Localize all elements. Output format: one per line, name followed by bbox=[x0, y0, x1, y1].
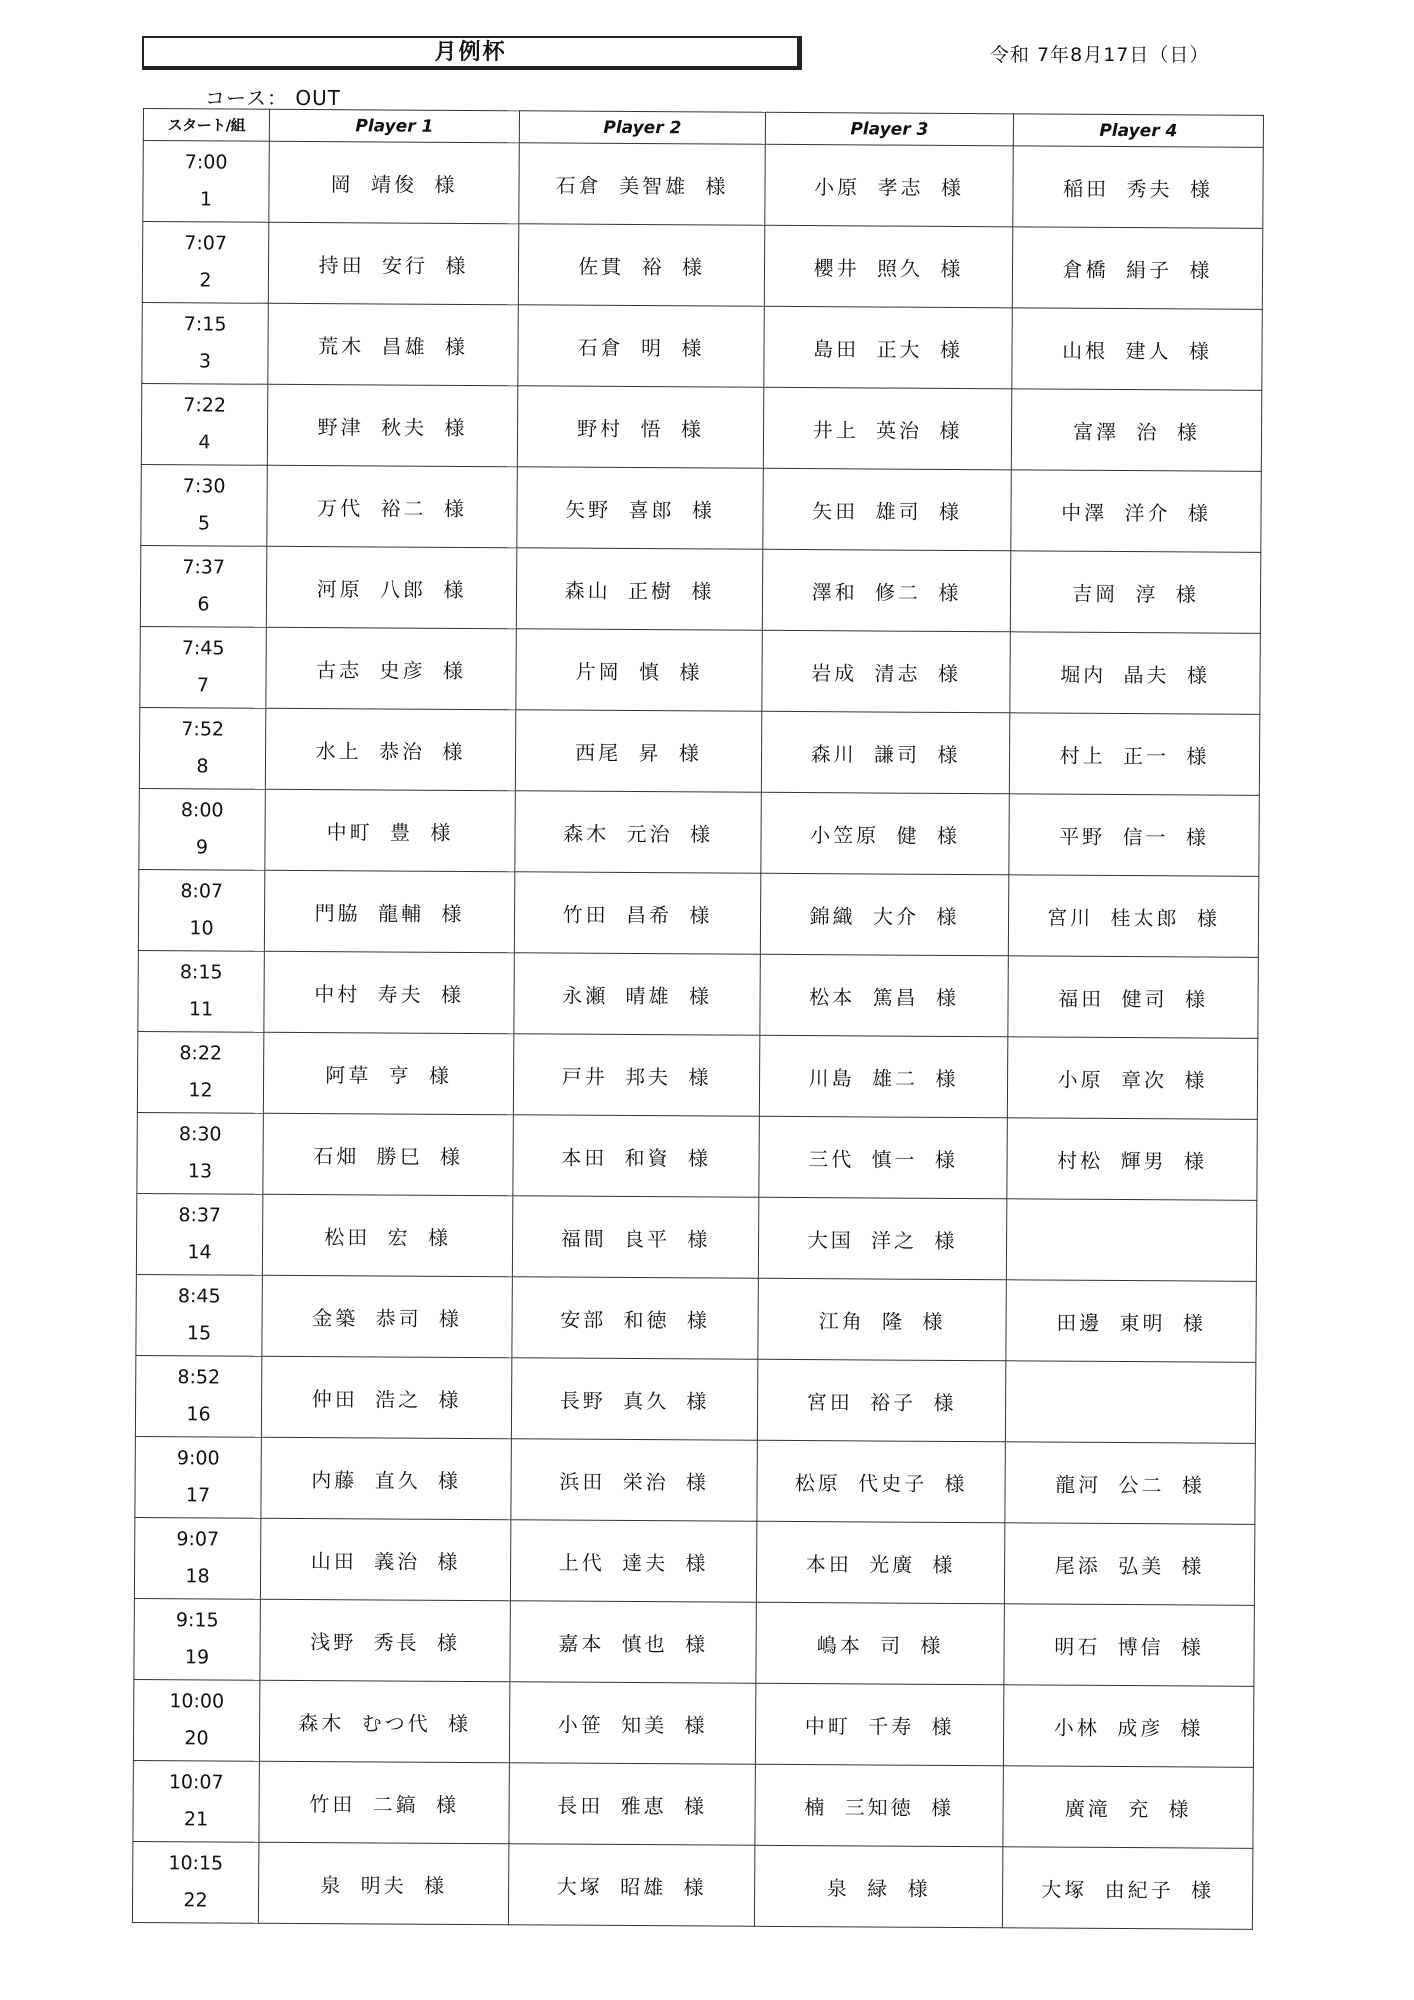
player-3-cell bbox=[755, 1764, 1003, 1847]
player-1-cell bbox=[262, 1194, 512, 1277]
player-name: 松本 篤昌 様 bbox=[809, 984, 960, 1010]
player-name: 大塚 昭雄 様 bbox=[556, 1874, 707, 1899]
group-number: 15 bbox=[186, 1322, 212, 1345]
start-group-cell bbox=[133, 1760, 259, 1842]
start-group-cell bbox=[141, 464, 267, 546]
player-name: 岡 靖俊 様 bbox=[330, 171, 458, 197]
player-3-cell bbox=[756, 1602, 1004, 1685]
player-name: 楠 三知徳 様 bbox=[804, 1794, 955, 1820]
player-4-cell bbox=[1011, 389, 1261, 472]
group-number: 10 bbox=[189, 917, 214, 940]
player-name: 石畑 勝巳 様 bbox=[313, 1143, 464, 1169]
player-name: 野津 秋夫 様 bbox=[317, 414, 468, 440]
start-group-cell bbox=[141, 383, 267, 465]
player-name: 小林 成彦 様 bbox=[1053, 1715, 1204, 1741]
table-row bbox=[135, 1355, 1255, 1443]
start-group-cell bbox=[140, 545, 266, 627]
player-2-cell bbox=[510, 1601, 756, 1684]
group-number: 12 bbox=[188, 1079, 213, 1102]
pairing-table-body bbox=[132, 141, 1263, 1930]
start-group-cell bbox=[139, 707, 265, 789]
group-number: 3 bbox=[198, 350, 212, 373]
start-time: 7:37 bbox=[182, 556, 226, 579]
player-name: 三代 慎一 様 bbox=[808, 1146, 959, 1172]
table-row bbox=[132, 1841, 1252, 1929]
player-1-cell bbox=[263, 1113, 513, 1196]
player-4-cell bbox=[1006, 1280, 1256, 1363]
player-name: 中町 豊 様 bbox=[326, 819, 454, 845]
table-row bbox=[138, 950, 1258, 1038]
group-number: 1 bbox=[199, 188, 213, 211]
group-number: 7 bbox=[196, 674, 210, 697]
player-2-cell bbox=[518, 224, 764, 307]
table-row bbox=[134, 1598, 1254, 1686]
player-name: 持田 安行 様 bbox=[318, 252, 469, 278]
start-group-cell bbox=[143, 141, 269, 223]
player-1-cell bbox=[266, 627, 516, 710]
player-name: 本田 光廣 様 bbox=[805, 1551, 956, 1577]
player-name: 小原 章次 様 bbox=[1057, 1067, 1208, 1093]
group-number: 11 bbox=[188, 998, 214, 1021]
player-4-cell bbox=[1011, 470, 1261, 553]
group-number: 14 bbox=[187, 1241, 212, 1264]
player-1-cell bbox=[259, 1680, 509, 1763]
player-2-cell bbox=[514, 872, 760, 955]
player-name: 福間 良平 様 bbox=[560, 1226, 711, 1251]
player-name: 錦織 大介 様 bbox=[809, 903, 960, 929]
player-4-cell bbox=[1005, 1442, 1255, 1525]
player-3-cell bbox=[759, 1116, 1007, 1199]
column-header-start-group: スタート/組 bbox=[143, 109, 269, 142]
player-1-cell bbox=[266, 546, 516, 629]
table-row bbox=[136, 1193, 1256, 1281]
start-group-cell bbox=[136, 1193, 262, 1275]
start-group-cell bbox=[142, 302, 268, 384]
player-name: 内藤 直久 様 bbox=[311, 1467, 462, 1493]
player-3-cell bbox=[756, 1521, 1004, 1604]
start-time: 7:07 bbox=[184, 232, 228, 255]
group-number: 22 bbox=[183, 1889, 208, 1912]
player-name: 川島 雄二 様 bbox=[808, 1065, 959, 1091]
player-name: 森川 謙司 様 bbox=[810, 741, 961, 767]
column-header-player-1: Player 1 bbox=[269, 109, 519, 143]
player-name: 堀内 晶夫 様 bbox=[1060, 662, 1210, 688]
start-group-cell bbox=[137, 1031, 263, 1113]
player-4-cell bbox=[1009, 794, 1259, 877]
player-name: 長田 雅恵 様 bbox=[557, 1793, 708, 1818]
player-2-cell bbox=[516, 629, 762, 712]
player-1-cell bbox=[262, 1275, 512, 1358]
player-name: 古志 史彦 様 bbox=[316, 657, 467, 683]
player-name: 森山 正樹 様 bbox=[564, 578, 715, 603]
start-time: 7:30 bbox=[182, 475, 226, 498]
table-row bbox=[140, 545, 1260, 633]
player-3-cell bbox=[760, 873, 1008, 956]
player-name: 富澤 治 様 bbox=[1073, 419, 1200, 444]
group-number: 8 bbox=[196, 755, 209, 778]
player-4-cell bbox=[1008, 875, 1258, 958]
start-time: 8:22 bbox=[179, 1042, 223, 1065]
start-time: 7:52 bbox=[181, 718, 225, 741]
start-time: 7:22 bbox=[183, 394, 227, 417]
player-3-cell bbox=[765, 144, 1013, 227]
player-name: 戸井 邦夫 様 bbox=[561, 1064, 712, 1089]
player-2-cell bbox=[511, 1439, 757, 1522]
group-number: 4 bbox=[198, 431, 211, 454]
player-1-cell bbox=[261, 1437, 511, 1520]
player-4-cell bbox=[1004, 1604, 1254, 1687]
player-name: 稲田 秀夫 様 bbox=[1063, 176, 1213, 202]
player-4-cell bbox=[1013, 146, 1263, 229]
player-3-cell bbox=[761, 711, 1009, 794]
player-4-cell bbox=[1008, 956, 1258, 1039]
player-2-cell bbox=[518, 305, 764, 388]
start-time: 8:15 bbox=[179, 961, 223, 984]
player-name: 大国 洋之 様 bbox=[807, 1227, 958, 1253]
player-1-cell bbox=[260, 1518, 510, 1601]
player-name: 中澤 洋介 様 bbox=[1061, 500, 1211, 526]
player-name: 上代 達夫 様 bbox=[558, 1550, 709, 1575]
player-name: 石倉 美智雄 様 bbox=[555, 173, 729, 199]
player-name: 平野 信一 様 bbox=[1059, 824, 1209, 850]
start-time: 8:07 bbox=[180, 880, 224, 903]
start-group-cell bbox=[133, 1679, 259, 1761]
player-name: 澤和 修二 様 bbox=[811, 579, 962, 605]
player-name: 仲田 浩之 様 bbox=[311, 1386, 462, 1412]
player-name: 尾添 弘美 様 bbox=[1054, 1553, 1205, 1579]
player-1-cell bbox=[261, 1356, 511, 1439]
player-name: 中町 千寿 様 bbox=[804, 1713, 955, 1739]
player-3-cell bbox=[759, 1035, 1007, 1118]
player-2-cell bbox=[509, 1763, 755, 1846]
player-3-cell bbox=[764, 225, 1012, 308]
player-name: 竹田 昌希 様 bbox=[562, 902, 713, 927]
start-time: 7:15 bbox=[183, 313, 227, 336]
table-row bbox=[133, 1679, 1253, 1767]
start-group-cell bbox=[138, 869, 264, 951]
player-name: 松原 代史子 様 bbox=[794, 1470, 968, 1496]
player-4-cell bbox=[1010, 551, 1260, 634]
player-name: 西尾 昇 様 bbox=[575, 740, 703, 765]
player-name: 山根 建人 様 bbox=[1062, 338, 1212, 364]
player-1-cell bbox=[263, 1032, 513, 1115]
group-number: 17 bbox=[185, 1484, 211, 1507]
player-3-cell bbox=[762, 549, 1010, 632]
table-row bbox=[143, 141, 1263, 229]
player-4-cell bbox=[1005, 1361, 1255, 1444]
table-row bbox=[139, 707, 1259, 795]
player-4-cell bbox=[1010, 632, 1260, 715]
start-group-cell bbox=[139, 788, 265, 870]
table-row bbox=[141, 464, 1261, 552]
player-1-cell bbox=[265, 789, 515, 872]
start-time: 8:37 bbox=[178, 1204, 222, 1227]
player-4-cell bbox=[1012, 308, 1262, 391]
group-number: 2 bbox=[199, 269, 212, 292]
player-2-cell bbox=[508, 1844, 754, 1927]
player-name: 森木 元治 様 bbox=[563, 821, 714, 846]
player-3-cell bbox=[760, 954, 1008, 1037]
player-2-cell bbox=[513, 1034, 759, 1117]
group-number: 6 bbox=[197, 593, 210, 616]
start-group-cell bbox=[134, 1598, 260, 1680]
player-name: 山田 義治 様 bbox=[310, 1548, 461, 1574]
player-name: 水上 恭治 様 bbox=[315, 738, 466, 764]
table-row bbox=[140, 626, 1260, 714]
player-name: 本田 和資 様 bbox=[561, 1145, 712, 1170]
group-number: 5 bbox=[197, 512, 211, 535]
group-number: 20 bbox=[184, 1727, 209, 1750]
player-2-cell bbox=[510, 1520, 756, 1603]
player-3-cell bbox=[755, 1683, 1003, 1766]
player-name: 宮田 裕子 様 bbox=[806, 1389, 957, 1415]
column-header-player-4: Player 4 bbox=[1013, 114, 1263, 148]
table-row bbox=[141, 383, 1261, 471]
pairing-table bbox=[132, 108, 1264, 1930]
player-2-cell bbox=[513, 1115, 759, 1198]
table-row bbox=[135, 1436, 1255, 1524]
start-time: 8:45 bbox=[177, 1285, 221, 1308]
player-name: 矢野 喜郎 様 bbox=[565, 497, 715, 523]
table-row bbox=[137, 1112, 1257, 1200]
player-name: 村松 輝男 様 bbox=[1057, 1148, 1208, 1174]
start-time: 8:00 bbox=[180, 799, 224, 822]
player-2-cell bbox=[509, 1682, 755, 1765]
player-name: 明石 博信 様 bbox=[1054, 1634, 1205, 1660]
player-name: 龍河 公二 様 bbox=[1055, 1472, 1206, 1498]
player-name: 永瀬 晴雄 様 bbox=[562, 983, 713, 1008]
player-name: 石倉 明 様 bbox=[577, 335, 705, 360]
group-number: 21 bbox=[183, 1808, 209, 1831]
player-3-cell bbox=[763, 387, 1011, 470]
player-name: 櫻井 照久 様 bbox=[813, 255, 964, 281]
player-1-cell bbox=[269, 141, 519, 224]
player-2-cell bbox=[514, 953, 760, 1036]
start-group-cell bbox=[140, 626, 266, 708]
player-1-cell bbox=[264, 870, 514, 953]
player-name: 長野 真久 様 bbox=[559, 1388, 710, 1413]
player-name: 廣滝 充 様 bbox=[1064, 1796, 1192, 1821]
player-name: 荒木 昌雄 様 bbox=[318, 333, 468, 359]
course-label: コース： OUT bbox=[205, 86, 341, 110]
table-row bbox=[137, 1031, 1257, 1119]
column-header-player-2: Player 2 bbox=[519, 111, 765, 145]
start-time: 8:30 bbox=[178, 1123, 222, 1146]
player-4-cell bbox=[1007, 1037, 1257, 1120]
document-title: 月例杯 bbox=[142, 36, 802, 70]
table-row bbox=[138, 869, 1258, 957]
start-group-cell bbox=[135, 1355, 261, 1437]
start-group-cell bbox=[135, 1436, 261, 1518]
player-name: 島田 正大 様 bbox=[813, 336, 963, 362]
table-row bbox=[136, 1274, 1256, 1362]
start-group-cell bbox=[137, 1112, 263, 1194]
player-3-cell bbox=[757, 1359, 1005, 1442]
player-1-cell bbox=[259, 1761, 509, 1844]
group-number: 19 bbox=[184, 1646, 210, 1669]
player-name: 江角 隆 様 bbox=[818, 1308, 946, 1334]
player-name: 宮川 桂太郎 様 bbox=[1047, 905, 1221, 931]
player-3-cell bbox=[754, 1845, 1002, 1928]
start-time: 9:15 bbox=[175, 1609, 219, 1632]
column-header-player-3: Player 3 bbox=[765, 112, 1013, 146]
start-group-cell bbox=[136, 1274, 262, 1356]
start-time: 10:00 bbox=[169, 1690, 225, 1713]
player-name: 泉 明夫 様 bbox=[320, 1872, 448, 1898]
player-name: 矢田 雄司 様 bbox=[812, 498, 962, 524]
player-name: 佐貫 裕 様 bbox=[578, 254, 705, 279]
player-3-cell bbox=[762, 630, 1010, 713]
table-row bbox=[142, 222, 1262, 310]
player-2-cell bbox=[519, 143, 765, 226]
player-2-cell bbox=[517, 386, 763, 469]
group-number: 16 bbox=[186, 1403, 211, 1426]
player-4-cell bbox=[1003, 1766, 1253, 1849]
player-2-cell bbox=[517, 467, 763, 550]
table-row bbox=[134, 1517, 1254, 1605]
player-4-cell bbox=[1003, 1685, 1253, 1768]
table-row bbox=[133, 1760, 1253, 1848]
player-1-cell bbox=[265, 708, 515, 791]
group-number: 9 bbox=[195, 836, 209, 859]
player-name: 福田 健司 様 bbox=[1058, 986, 1209, 1012]
table-row bbox=[142, 302, 1262, 390]
player-1-cell bbox=[267, 384, 517, 467]
player-1-cell bbox=[268, 303, 518, 386]
player-name: 吉岡 淳 様 bbox=[1072, 581, 1199, 606]
player-3-cell bbox=[758, 1278, 1006, 1361]
player-name: 浅野 秀長 様 bbox=[310, 1629, 461, 1655]
player-1-cell bbox=[258, 1842, 508, 1925]
player-2-cell bbox=[515, 791, 761, 874]
player-1-cell bbox=[260, 1599, 510, 1682]
player-name: 小原 孝志 様 bbox=[814, 174, 964, 200]
player-name: 松田 宏 様 bbox=[324, 1224, 452, 1250]
player-name: 大塚 由紀子 様 bbox=[1041, 1877, 1215, 1903]
player-4-cell bbox=[1007, 1118, 1257, 1201]
player-4-cell bbox=[1012, 227, 1262, 310]
start-group-cell bbox=[132, 1841, 258, 1923]
start-group-cell bbox=[134, 1517, 260, 1599]
group-number: 13 bbox=[187, 1160, 213, 1183]
player-3-cell bbox=[758, 1197, 1006, 1280]
player-2-cell bbox=[516, 548, 762, 631]
player-name: 河原 八郎 様 bbox=[316, 576, 467, 602]
player-name: 野村 悟 様 bbox=[577, 416, 704, 441]
player-4-cell bbox=[1004, 1523, 1254, 1606]
player-name: 片岡 慎 様 bbox=[575, 659, 703, 684]
player-name: 小笹 知美 様 bbox=[557, 1712, 708, 1737]
player-2-cell bbox=[512, 1277, 758, 1360]
start-group-cell bbox=[138, 950, 264, 1032]
player-name: 金築 恭司 様 bbox=[312, 1305, 463, 1331]
player-3-cell bbox=[757, 1440, 1005, 1523]
player-name: 倉橋 絹子 様 bbox=[1062, 257, 1213, 283]
table-row bbox=[139, 788, 1259, 876]
player-name: 万代 裕二 様 bbox=[317, 495, 467, 521]
player-name: 阿草 亨 様 bbox=[325, 1062, 453, 1088]
start-time: 7:45 bbox=[181, 637, 225, 660]
player-2-cell bbox=[511, 1358, 757, 1441]
player-2-cell bbox=[515, 710, 761, 793]
player-name: 村上 正一 様 bbox=[1059, 743, 1210, 769]
group-number: 18 bbox=[185, 1565, 210, 1588]
player-name: 竹田 二鎬 様 bbox=[309, 1791, 460, 1817]
player-name: 中村 寿夫 様 bbox=[314, 981, 465, 1007]
player-3-cell bbox=[763, 468, 1011, 551]
start-time: 10:15 bbox=[168, 1852, 224, 1875]
player-name: 岩成 清志 様 bbox=[811, 660, 961, 686]
player-name: 泉 緑 様 bbox=[826, 1875, 931, 1901]
start-time: 9:00 bbox=[176, 1447, 220, 1470]
player-name: 小笠原 健 様 bbox=[810, 822, 961, 848]
player-3-cell bbox=[761, 792, 1009, 875]
player-name: 田邊 東明 様 bbox=[1056, 1310, 1207, 1336]
start-time: 7:00 bbox=[184, 151, 228, 174]
player-1-cell bbox=[267, 465, 517, 548]
player-3-cell bbox=[764, 306, 1012, 389]
event-date: 令和 7年8月17日（日） bbox=[990, 44, 1210, 66]
start-time: 9:07 bbox=[176, 1528, 220, 1551]
start-time: 10:07 bbox=[168, 1771, 224, 1794]
player-name: 井上 英治 様 bbox=[812, 417, 963, 443]
start-time: 8:52 bbox=[177, 1366, 221, 1389]
player-name: 門脇 龍輔 様 bbox=[314, 900, 465, 926]
player-name: 浜田 栄治 様 bbox=[559, 1469, 710, 1494]
player-4-cell bbox=[1006, 1199, 1256, 1282]
player-4-cell bbox=[1009, 713, 1259, 796]
player-1-cell bbox=[264, 951, 514, 1034]
player-name: 嘉本 慎也 様 bbox=[558, 1631, 709, 1656]
player-name: 安部 和徳 様 bbox=[560, 1307, 711, 1332]
start-group-cell bbox=[142, 222, 268, 304]
player-name: 嶋本 司 様 bbox=[816, 1632, 944, 1658]
player-4-cell bbox=[1002, 1847, 1252, 1930]
player-1-cell bbox=[268, 222, 518, 305]
player-name: 森木 むつ代 様 bbox=[298, 1710, 472, 1736]
player-2-cell bbox=[512, 1196, 758, 1279]
